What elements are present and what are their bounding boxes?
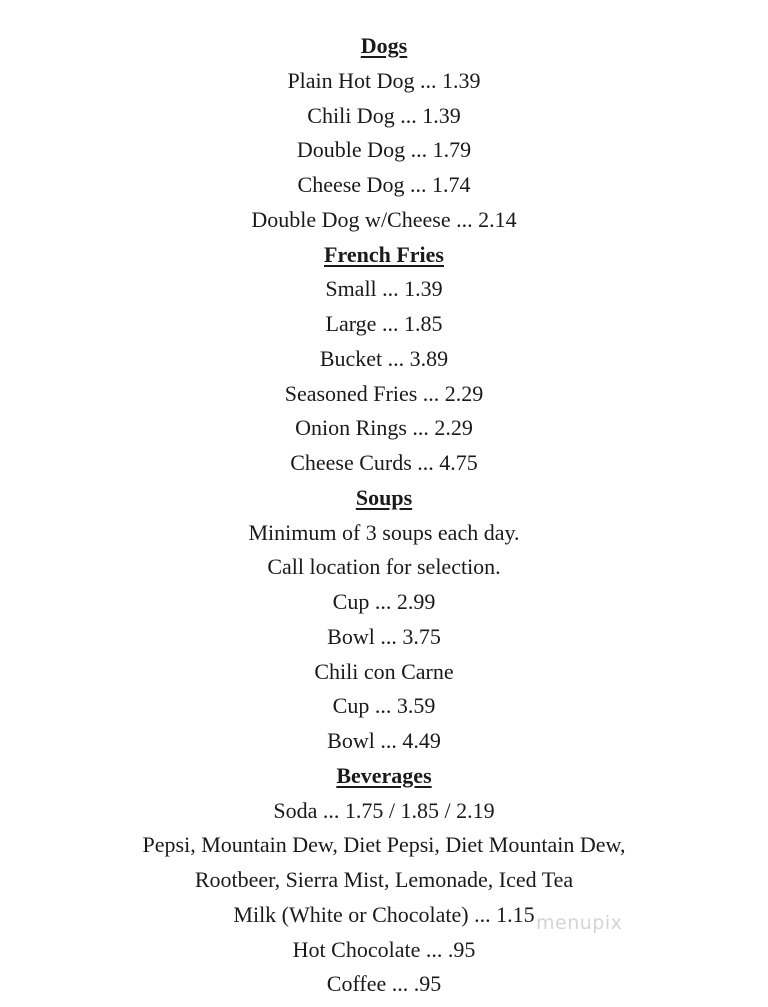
menu-item: Double Dog ... 1.79: [296, 137, 472, 163]
menu-note: Rootbeer, Sierra Mist, Lemonade, Iced Tea: [194, 867, 574, 892]
menu-item: Bowl ... 4.49: [327, 728, 441, 753]
menu-item: Hot Chocolate ... .95: [292, 936, 476, 962]
section-heading-beverages: Beverages: [336, 762, 432, 788]
menu-note: Call location for selection.: [267, 554, 501, 580]
menu-item: Cup ... 3.59: [332, 693, 436, 719]
section-heading-french-fries: French Fries: [324, 241, 444, 267]
menu-note: Pepsi, Mountain Dew, Diet Pepsi, Diet Mountain Dew,: [142, 832, 626, 858]
menu-item: Seasoned Fries ... 2.29: [284, 380, 484, 406]
section-heading-dogs: Dogs: [360, 33, 408, 58]
menu-item: Cheese Dog ... 1.74: [297, 172, 471, 197]
menu-subheading: Chili con Carne: [314, 658, 454, 684]
menu-item: Bucket ... 3.89: [319, 345, 449, 371]
menu-item: Milk (White or Chocolate) ... 1.15: [233, 901, 535, 927]
menu-item: Chili Dog ... 1.39: [307, 102, 461, 128]
menu-note: Minimum of 3 soups each day.: [248, 519, 520, 545]
section-heading-soups: Soups: [355, 484, 413, 510]
menu-item: Plain Hot Dog ... 1.39: [287, 67, 481, 93]
menu-item: Cheese Curds ... 4.75: [290, 450, 478, 475]
menu-item: Soda ... 1.75 / 1.85 / 2.19: [273, 797, 495, 823]
menu-page: [0, 29, 768, 1002]
menu-item: Large ... 1.85: [325, 311, 443, 336]
menu-item: Onion Rings ... 2.29: [295, 415, 473, 441]
menu-item: Cup ... 2.99: [332, 589, 436, 614]
menu-item: Double Dog w/Cheese ... 2.14: [251, 206, 517, 232]
menu-item: Bowl ... 3.75: [327, 623, 441, 649]
menu-item: Small ... 1.39: [325, 276, 443, 302]
watermark-logo: menupix: [536, 912, 623, 934]
menu-item: Coffee ... .95: [326, 971, 442, 997]
